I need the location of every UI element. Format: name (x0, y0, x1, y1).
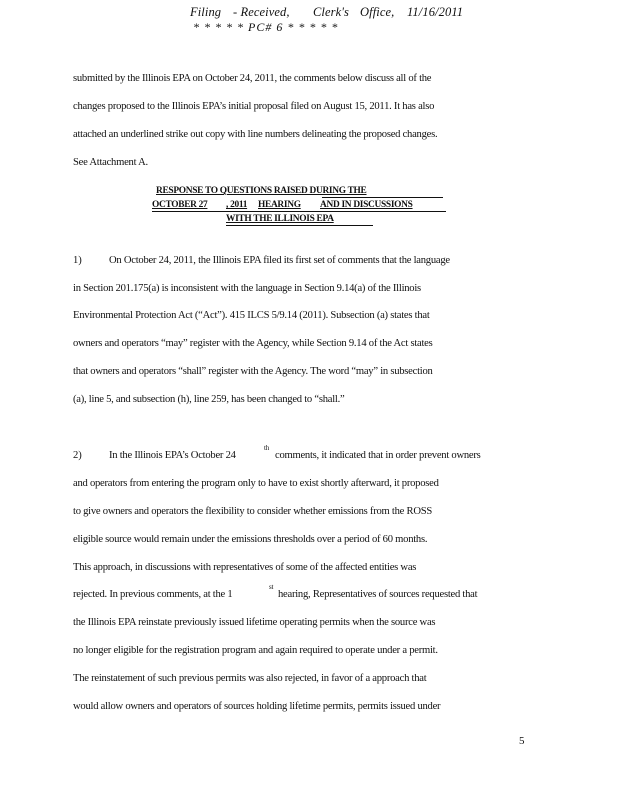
item-2-line: to give owners and operators the flexibility to consider whether emissions from the ROSS (73, 506, 433, 517)
stamp-office: Office, (360, 5, 395, 19)
intro-line: attached an underlined strike out copy with line numbers delineating the proposed changes. (73, 129, 438, 140)
item-2-line: This approach, in discussions with representatives of some of the affected entities was (73, 562, 417, 573)
item-2-line: would allow owners and operators of sources holding lifetime permits, permits issued under (73, 701, 441, 712)
heading-line-1: RESPONSE TO QUESTIONS RAISED DURING THE (156, 186, 367, 196)
item-1-line: On October 24, 2011, the Illinois EPA filed its first set of comments that the language (109, 255, 450, 266)
item-2-line: and operators from entering the program only to have to exist shortly afterward, it proposed (73, 478, 439, 489)
heading-line-3: WITH THE ILLINOIS EPA (226, 214, 334, 224)
item-1-line: that owners and operators “shall” register with the Agency. The word “may” in subsection (73, 366, 433, 377)
item-2-line-first-b: comments, it indicated that in order prevent owners (275, 450, 481, 461)
stamp-date: 11/16/2011 (407, 5, 464, 19)
stamp-filing: Filing (190, 5, 222, 19)
intro-line: submitted by the Illinois EPA on October 24, 2011, the comments below discuss all of the (73, 73, 432, 84)
item-2-line: no longer eligible for the registration program and again required to operate under a permit. (73, 645, 438, 656)
intro-line: See Attachment A. (73, 157, 148, 168)
heading-line-2-b: , 2011 (226, 200, 248, 210)
heading-rule-3 (226, 225, 373, 226)
heading-line-2-d: AND IN DISCUSSIONS (320, 200, 413, 210)
item-2-ordinal-st: st (269, 583, 274, 591)
heading-rule-1 (322, 197, 443, 198)
item-2-number: 2) (73, 450, 82, 461)
item-2-line-rejected-b: hearing, Representatives of sources requested that (278, 589, 478, 600)
item-1-line: Environmental Protection Act (“Act”). 415 ILCS 5/9.14 (2011). Subsection (a) states that (73, 310, 430, 321)
item-2-ordinal: th (264, 444, 269, 452)
item-1-line: owners and operators “may” register with the Agency, while Section 9.14 of the Act states (73, 338, 433, 349)
page-number: 5 (519, 735, 525, 747)
item-1-line: (a), line 5, and subsection (h), line 259, has been changed to “shall.” (73, 394, 345, 405)
heading-line-2-a: OCTOBER 27 (152, 200, 208, 210)
heading-line-2-c: HEARING (258, 200, 301, 210)
stamp-pc-line: * * * * * PC# 6 * * * * * (193, 20, 339, 34)
item-2-line-rejected-a: rejected. In previous comments, at the 1 (73, 589, 233, 600)
item-2-line: eligible source would remain under the emissions thresholds over a period of 60 months. (73, 534, 428, 545)
stamp-clerks: Clerk's (313, 5, 350, 19)
item-1-line: in Section 201.175(a) is inconsistent with the language in Section 9.14(a) of the Illinois (73, 283, 421, 294)
item-2-line: The reinstatement of such previous permits was also rejected, in favor of a approach that (73, 673, 427, 684)
intro-line: changes proposed to the Illinois EPA’s initial proposal filed on August 15, 2011. It has also (73, 101, 435, 112)
item-1-number: 1) (73, 255, 82, 266)
item-2-line: the Illinois EPA reinstate previously issued lifetime operating permits when the source was (73, 617, 436, 628)
heading-rule-2 (152, 211, 446, 212)
item-2-line-first-a: In the Illinois EPA’s October 24 (109, 450, 236, 461)
stamp-received: - Received, (233, 5, 290, 19)
